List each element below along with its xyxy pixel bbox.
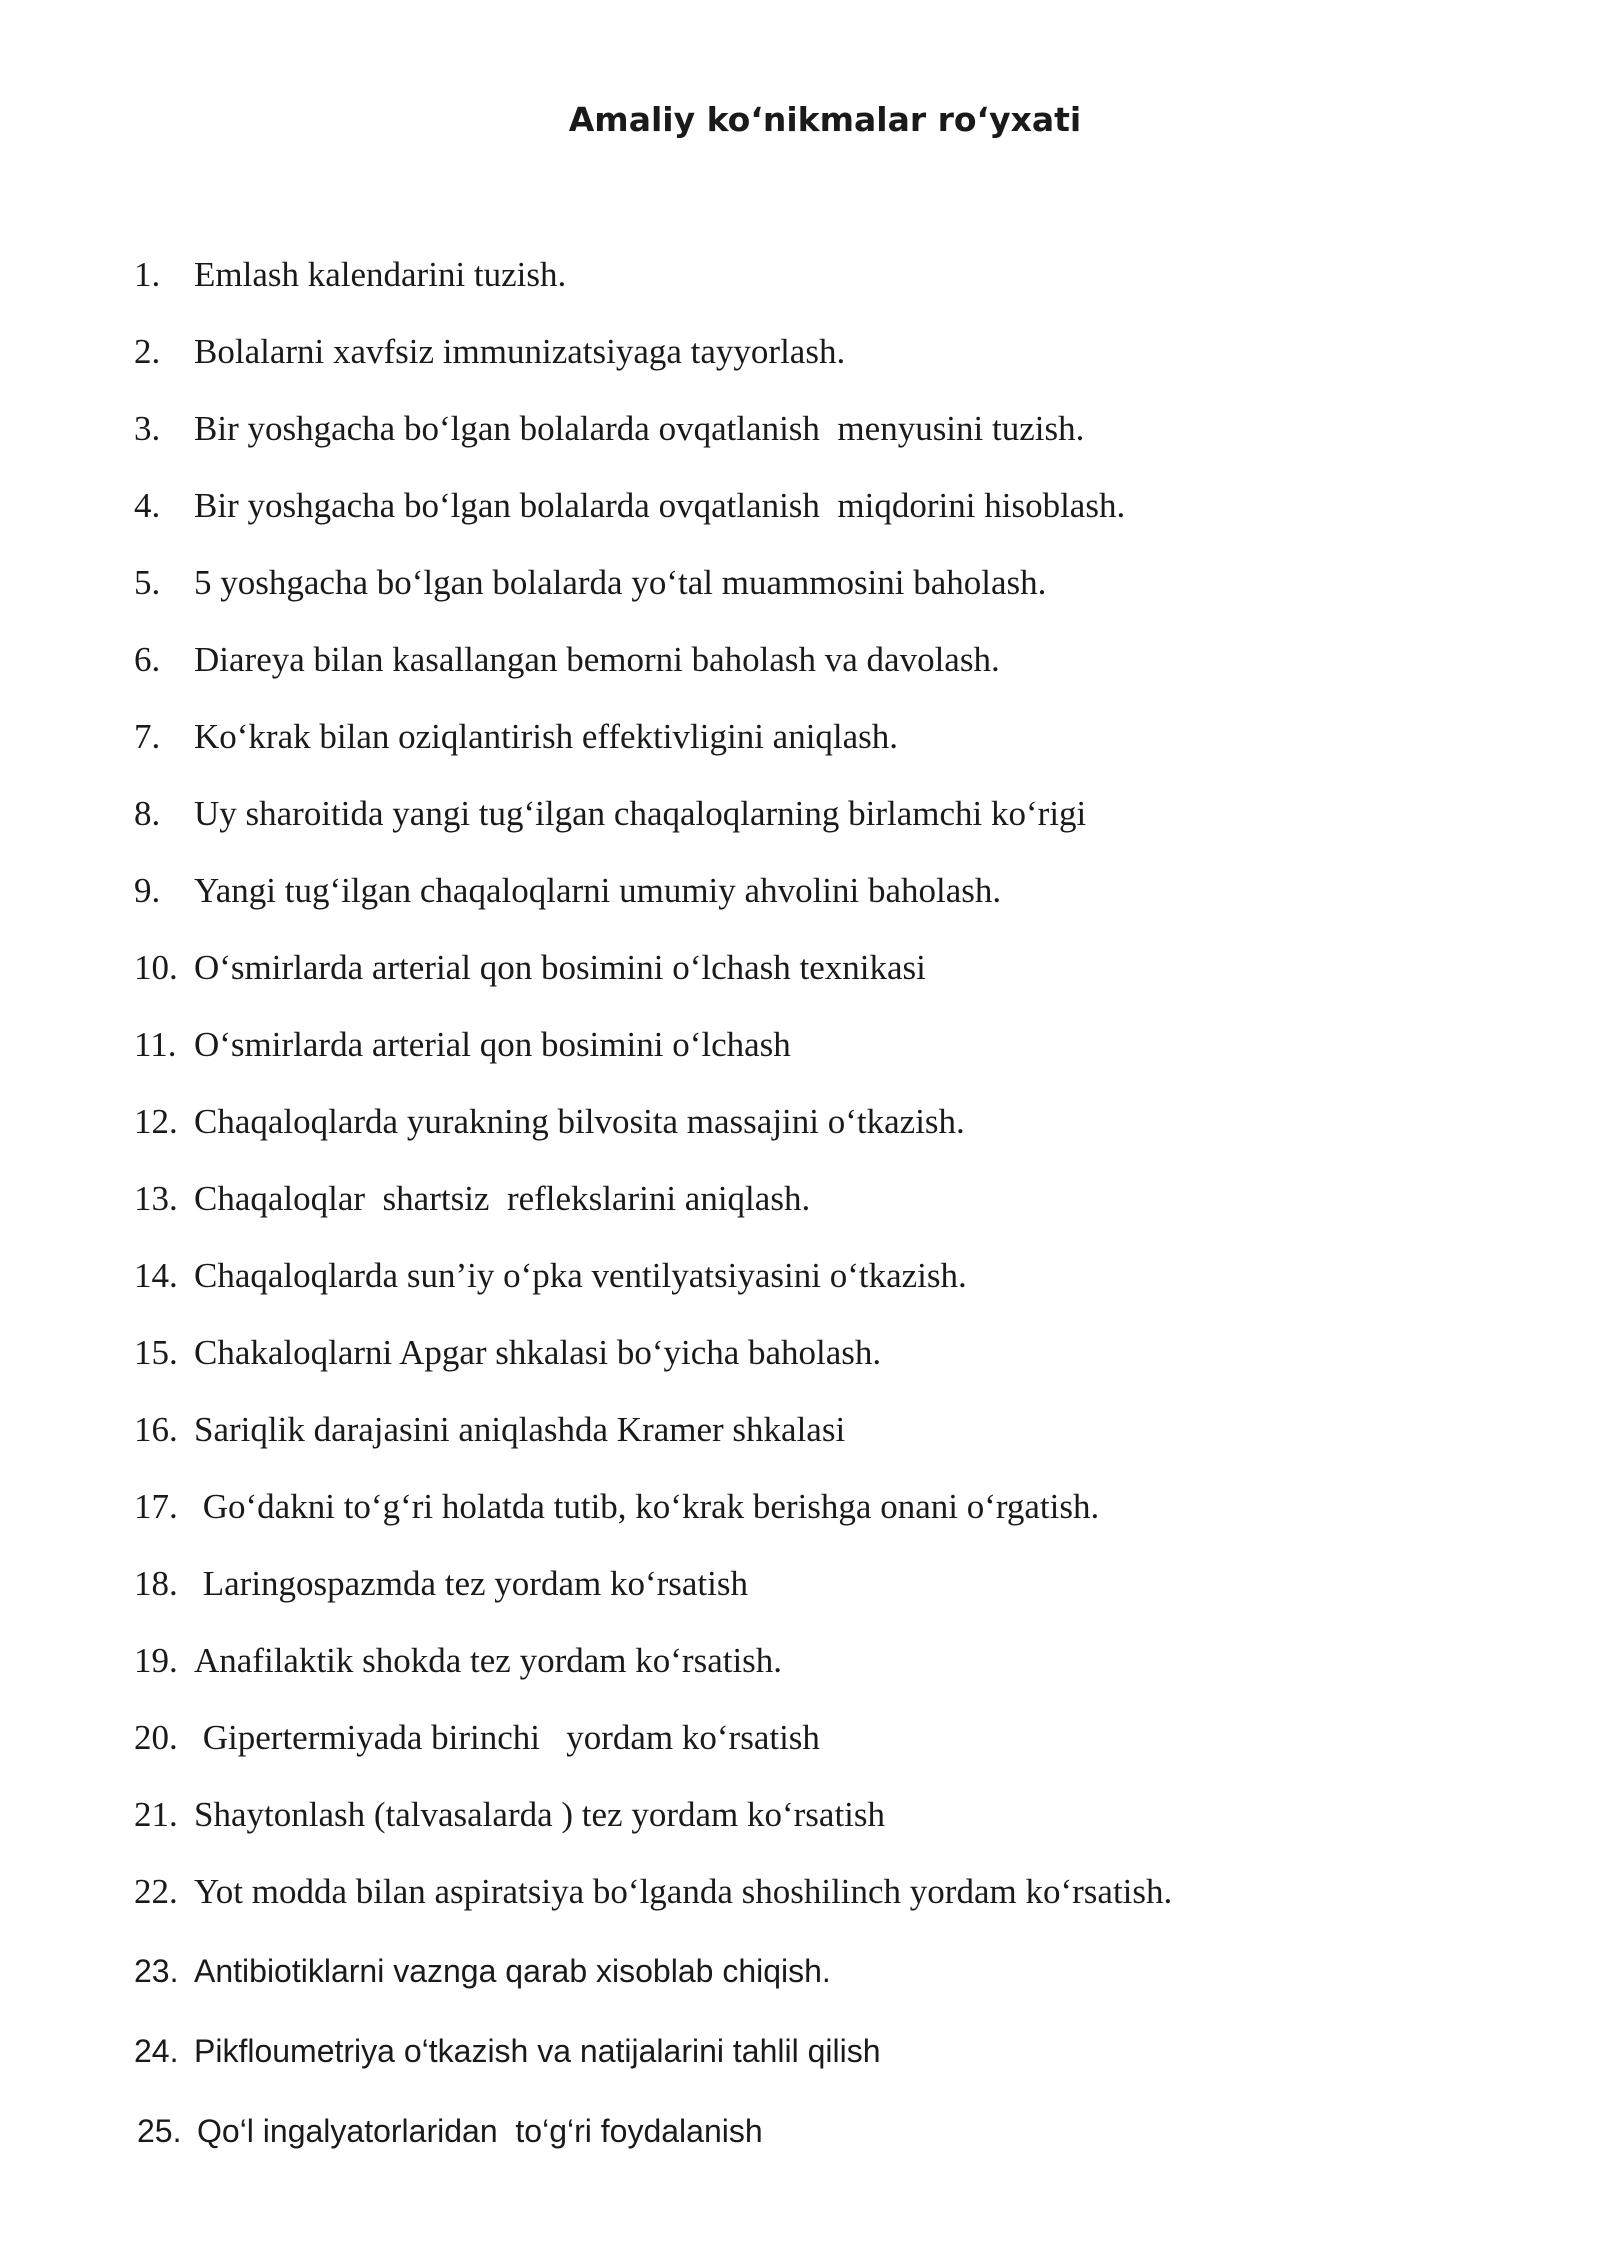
list-item [137,2107,763,2155]
list-item [134,251,566,299]
item-text: O‘smirlarda arterial qon bosimini o‘lchash [194,1025,791,1064]
list-item [134,1947,831,1995]
item-text: Pikfloumetriya o‘tkazish va natijalarini tahlil qilish [194,2033,881,2069]
item-text: Antibiotiklarni vaznga qarab xisoblab chiqish. [194,1953,831,1989]
list-item [134,1637,782,1685]
item-text: Uy sharoitida yangi tug‘ilgan chaqaloqlarning birlamchi ko‘rigi [194,794,1087,833]
list-item [134,1021,791,1069]
list-item [134,1791,885,1839]
item-number: 20. [134,1718,178,1757]
item-number: 21. [134,1795,178,1834]
list-item [134,1098,965,1146]
list-item [134,482,1125,530]
item-text: Chaqaloqlarda sun’iy o‘pka ventilyatsiyasini o‘tkazish. [194,1256,967,1295]
item-text: Bolalarni xavfsiz immunizatsiyaga tayyorlash. [194,332,846,371]
item-number: 1. [134,255,161,294]
list-item [134,2027,881,2075]
item-number: 4. [134,486,161,525]
list-item [134,328,845,376]
item-number: 8. [134,794,161,833]
item-text: Bir yoshgacha bo‘lgan bolalarda ovqatlanish miqdorini hisoblash. [194,486,1126,525]
item-number: 10. [134,948,178,987]
item-text: Qo‘l ingalyatorlaridan to‘g‘ri foydalanish [197,2113,763,2149]
list-item [134,1329,881,1377]
item-text: Chakaloqlarni Apgar shkalasi bo‘yicha baholash. [194,1333,882,1372]
item-number: 6. [134,640,161,679]
item-text: Go‘dakni to‘g‘ri holatda tutib, ko‘krak berishga onani o‘rgatish. [194,1487,1100,1526]
item-number: 11. [134,1025,177,1064]
item-text: Yot modda bilan aspiratsiya bo‘lganda shoshilinch yordam ko‘rsatish. [194,1872,1173,1911]
list-item [134,944,926,992]
item-number: 19. [134,1641,178,1680]
page-title: Amaliy ko‘nikmalar ro‘yxati [568,100,1082,139]
item-number: 5. [134,563,161,602]
item-number: 24. [134,2033,179,2069]
item-number: 15. [134,1333,178,1372]
item-text: Bir yoshgacha bo‘lgan bolalarda ovqatlanish menyusini tuzish. [194,409,1085,448]
item-number: 22. [134,1872,178,1911]
item-number: 14. [134,1256,178,1295]
item-text: Shaytonlash (talvasalarda ) tez yordam ko‘rsatish [194,1795,886,1834]
item-text: O‘smirlarda arterial qon bosimini o‘lchash texnikasi [194,948,926,987]
item-number: 12. [134,1102,178,1141]
item-text: Diareya bilan kasallangan bemorni baholash va davolash. [194,640,1000,679]
list-item [134,1560,748,1608]
item-text: Sariqlik darajasini aniqlashda Kramer shkalasi [194,1410,846,1449]
item-text: Emlash kalendarini tuzish. [194,255,567,294]
list-item [134,1252,967,1300]
list-item [134,1175,810,1223]
item-number: 7. [134,717,161,756]
item-number: 25. [137,2113,182,2149]
item-text: Chaqaloqlarda yurakning bilvosita massajini o‘tkazish. [194,1102,965,1141]
list-item [134,559,1046,607]
item-text: 5 yoshgacha bo‘lgan bolalarda yo‘tal muammosini baholash. [194,563,1047,602]
item-number: 23. [134,1953,179,1989]
list-item [134,1868,1172,1916]
item-number: 9. [134,871,161,910]
item-number: 17. [134,1487,178,1526]
item-text: Yangi tug‘ilgan chaqaloqlarni umumiy ahvolini baholash. [194,871,1002,910]
item-number: 3. [134,409,161,448]
list-item [134,790,1086,838]
item-text: Gipertermiyada birinchi yordam ko‘rsatish [194,1718,820,1757]
list-item [134,405,1084,453]
list-item [134,867,1001,915]
item-number: 16. [134,1410,178,1449]
item-text: Chaqaloqlar shartsiz reflekslarini aniqlash. [194,1179,811,1218]
list-item [134,1483,1099,1531]
list-item [134,1714,820,1762]
item-number: 13. [134,1179,178,1218]
list-item [134,713,898,761]
list-item [134,636,1000,684]
item-number: 18. [134,1564,178,1603]
item-text: Ko‘krak bilan oziqlantirish effektivligini aniqlash. [194,717,899,756]
item-text: Anafilaktik shokda tez yordam ko‘rsatish. [194,1641,783,1680]
item-number: 2. [134,332,161,371]
list-item [134,1406,845,1454]
item-text: Laringospazmda tez yordam ko‘rsatish [194,1564,748,1603]
